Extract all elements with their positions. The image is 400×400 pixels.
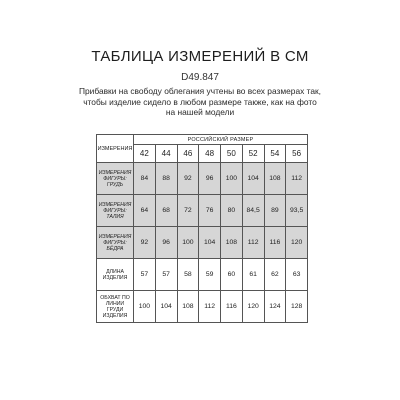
table-row	[97, 163, 308, 195]
table-cell: 108	[177, 291, 199, 323]
description	[70, 86, 330, 118]
table-cell: 108	[264, 163, 286, 195]
table-cell: 88	[155, 163, 177, 195]
table-cell: 104	[199, 227, 221, 259]
table-cell: 61	[242, 259, 264, 291]
table-row	[97, 259, 308, 291]
table-cell: 108	[221, 227, 243, 259]
table-cell: 96	[199, 163, 221, 195]
table-cell: 100	[221, 163, 243, 195]
corner-label: ИЗМЕРЕНИЯ	[97, 135, 134, 163]
table-cell: 58	[177, 259, 199, 291]
table-cell: 112	[286, 163, 308, 195]
table-cell: 59	[199, 259, 221, 291]
table-cell: 68	[155, 195, 177, 227]
table-cell: 96	[155, 227, 177, 259]
size-table	[96, 134, 308, 323]
table-cell: 92	[134, 227, 156, 259]
table-cell: 60	[221, 259, 243, 291]
table-cell: 124	[264, 291, 286, 323]
product-code: D49.847	[181, 72, 219, 83]
table-cell: 57	[134, 259, 156, 291]
description-line: Прибавки на свободу облегания учтены во всех размерах так,	[78, 86, 322, 96]
table-row	[97, 227, 308, 259]
row-label: ИЗМЕРЕНИЯ ФИГУРЫ: БЁДРА	[97, 227, 134, 259]
table-cell: 116	[221, 291, 243, 323]
row-label: ДЛИНА ИЗДЕЛИЯ	[97, 259, 134, 291]
table-cell: 89	[264, 195, 286, 227]
table-cell: 128	[286, 291, 308, 323]
size-header-cell: 56	[286, 145, 308, 163]
table-cell: 64	[134, 195, 156, 227]
table-cell: 84	[134, 163, 156, 195]
size-header-cell: 46	[177, 145, 199, 163]
row-label: ИЗМЕРЕНИЯ ФИГУРЫ: ТАЛИЯ	[97, 195, 134, 227]
table-cell: 120	[242, 291, 264, 323]
table-cell: 116	[264, 227, 286, 259]
table-cell: 84,5	[242, 195, 264, 227]
table-cell: 112	[199, 291, 221, 323]
table-cell: 112	[242, 227, 264, 259]
table-cell: 62	[264, 259, 286, 291]
table-cell: 80	[221, 195, 243, 227]
table-cell: 76	[199, 195, 221, 227]
table-cell: 92	[177, 163, 199, 195]
table-row	[97, 195, 308, 227]
table-cell: 104	[155, 291, 177, 323]
size-header-cell: 44	[155, 145, 177, 163]
row-label: ИЗМЕРЕНИЯ ФИГУРЫ: ГРУДЬ	[97, 163, 134, 195]
size-header-cell: 50	[221, 145, 243, 163]
description-line: на нашей модели	[165, 107, 235, 117]
description-line: чтобы изделие сидело в любом размере также, как на фото	[83, 96, 317, 107]
row-label: ОБХВАТ ПО ЛИНИИ ГРУДИ ИЗДЕЛИЯ	[97, 291, 134, 323]
table-cell: 57	[155, 259, 177, 291]
table-cell: 104	[242, 163, 264, 195]
page-title: ТАБЛИЦА ИЗМЕРЕНИЙ В СМ	[91, 48, 309, 65]
size-header-cell: 42	[134, 145, 156, 163]
table-cell: 72	[177, 195, 199, 227]
table-cell: 120	[286, 227, 308, 259]
size-header-cell: 52	[242, 145, 264, 163]
table-cell: 100	[177, 227, 199, 259]
table-cell: 63	[286, 259, 308, 291]
size-system-label: РОССИЙСКИЙ РАЗМЕР	[134, 135, 308, 145]
size-header-cell: 54	[264, 145, 286, 163]
table-cell: 100	[134, 291, 156, 323]
table-row	[97, 291, 308, 323]
size-header-cell: 48	[199, 145, 221, 163]
table-cell: 93,5	[286, 195, 308, 227]
